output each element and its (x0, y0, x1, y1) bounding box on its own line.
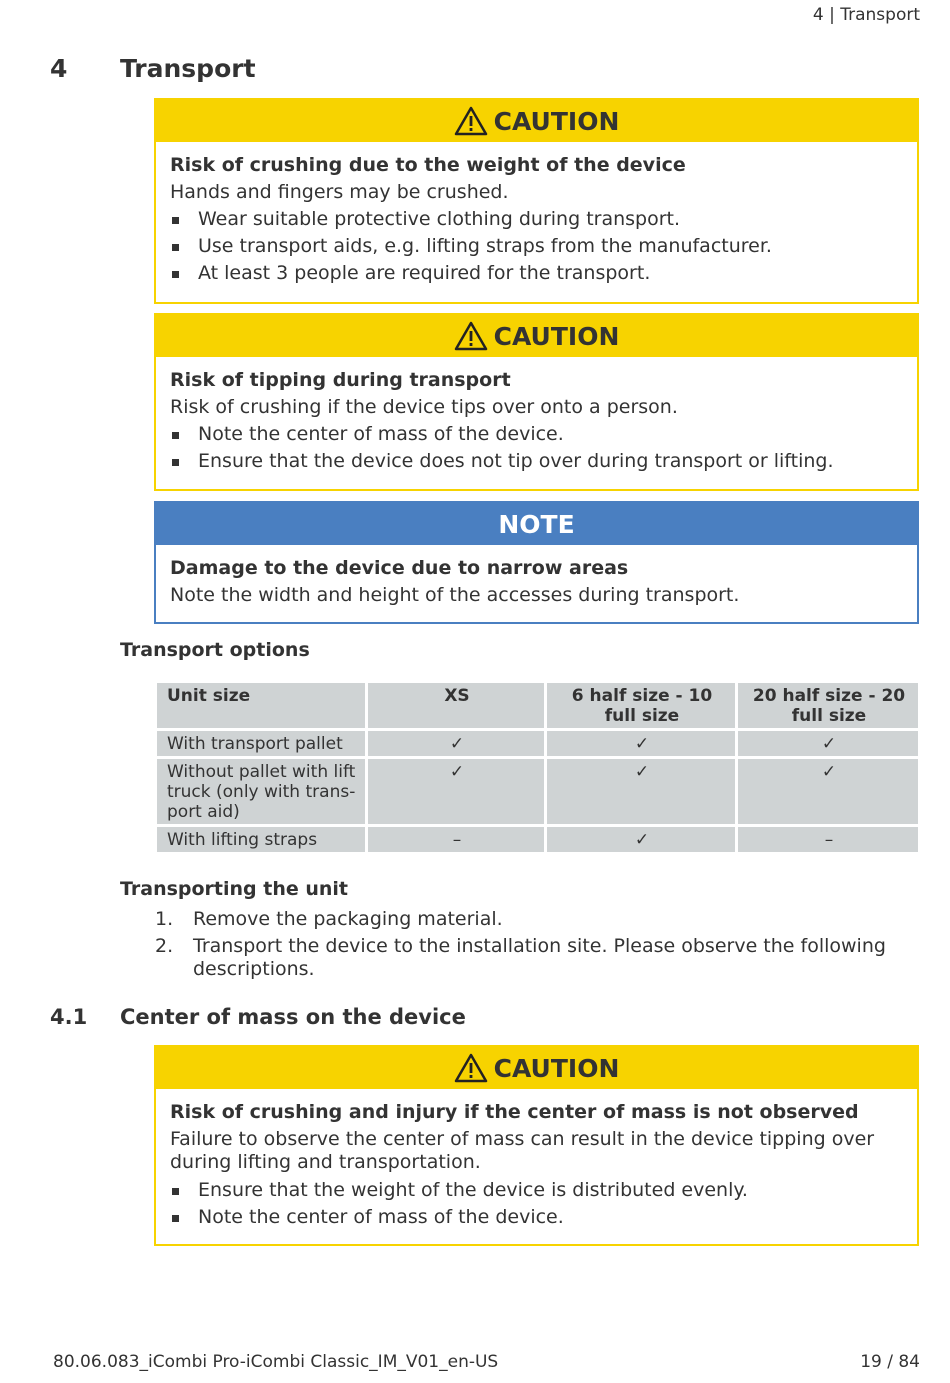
warning-triangle-icon (454, 1053, 488, 1083)
running-header: 4 | Transport (812, 5, 920, 25)
chapter-number: 4 (50, 54, 68, 83)
table-header-row (157, 683, 918, 728)
checkmark-cell: ✓ (738, 759, 918, 824)
step-number: 1. (155, 908, 174, 930)
table-row (157, 731, 918, 756)
note-text: Note the width and height of the accesses during transport. (170, 584, 740, 606)
table-row (157, 827, 918, 852)
table-cell: With transport pallet (157, 731, 365, 756)
warning-title: Risk of tipping during transport (170, 369, 511, 391)
warning-bullet: Note the center of mass of the device. (170, 421, 903, 448)
caution-box-center-of-mass (154, 1045, 919, 1246)
step-text: Remove the packaging material. (193, 908, 503, 930)
step-item (120, 908, 920, 931)
checkmark-cell: ✓ (547, 731, 735, 756)
warning-bullet: Use transport aids, e.g. lifting straps from the manufacturer. (170, 233, 903, 260)
transporting-heading: Transporting the unit (120, 878, 349, 900)
footer-doc-id: 80.06.083_iCombi Pro-iCombi Classic_IM_V01_en-US (53, 1352, 499, 1372)
table-header-cell: Unit size (157, 683, 365, 728)
caution-label: CAUTION (493, 1053, 620, 1083)
warning-text: Risk of crushing if the device tips over onto a person. (170, 396, 678, 418)
warning-bullet: Ensure that the device does not tip over during transport or lifting. (170, 448, 903, 475)
caution-banner (156, 1047, 917, 1089)
table-cell: Without pallet with lift truck (only with trans-port aid) (157, 759, 365, 824)
checkmark-cell: ✓ (368, 731, 544, 756)
warning-text: Failure to observe the center of mass can result in the device tipping over during lifting and transportation. (170, 1128, 875, 1173)
caution-box-tipping (154, 313, 919, 491)
footer-page-number: 19 / 84 (860, 1352, 920, 1372)
caution-banner (156, 315, 917, 357)
table-cell: With lifting straps (157, 827, 365, 852)
section-title: Center of mass on the device (120, 1005, 466, 1029)
warning-title: Risk of crushing and injury if the center of mass is not observed (170, 1101, 859, 1123)
caution-banner (156, 100, 917, 142)
table-header-cell: XS (368, 683, 544, 728)
warning-bullet: Note the center of mass of the device. (170, 1204, 903, 1231)
step-text: Transport the device to the installation site. Please observe the following descriptions. (193, 935, 886, 980)
step-number: 2. (155, 935, 174, 957)
warning-triangle-icon (454, 106, 488, 136)
warning-bullet: At least 3 people are required for the transport. (170, 260, 903, 287)
caution-label: CAUTION (493, 106, 620, 136)
transport-steps (120, 908, 920, 985)
table-header-cell: 6 half size - 10 full size (547, 683, 735, 728)
checkmark-cell: ✓ (368, 759, 544, 824)
note-box-narrow-areas (154, 501, 919, 624)
section-number: 4.1 (50, 1005, 88, 1029)
note-banner: NOTE (156, 503, 917, 545)
caution-box-crushing-weight (154, 98, 919, 304)
checkmark-cell: ✓ (547, 759, 735, 824)
note-title: Damage to the device due to narrow areas (170, 557, 629, 579)
warning-triangle-icon (454, 321, 488, 351)
transport-options-table (154, 680, 921, 855)
table-row (157, 759, 918, 824)
checkmark-cell: ✓ (547, 827, 735, 852)
dash-cell: – (738, 827, 918, 852)
transport-options-heading: Transport options (120, 639, 310, 661)
chapter-title: Transport (120, 54, 256, 83)
caution-label: CAUTION (493, 321, 620, 351)
warning-bullet: Wear suitable protective clothing during transport. (170, 206, 903, 233)
warning-bullet: Ensure that the weight of the device is distributed evenly. (170, 1177, 903, 1204)
warning-title: Risk of crushing due to the weight of the device (170, 154, 686, 176)
step-item (120, 935, 920, 981)
warning-text: Hands and fingers may be crushed. (170, 181, 509, 203)
table-header-cell: 20 half size - 20 full size (738, 683, 918, 728)
dash-cell: – (368, 827, 544, 852)
checkmark-cell: ✓ (738, 731, 918, 756)
